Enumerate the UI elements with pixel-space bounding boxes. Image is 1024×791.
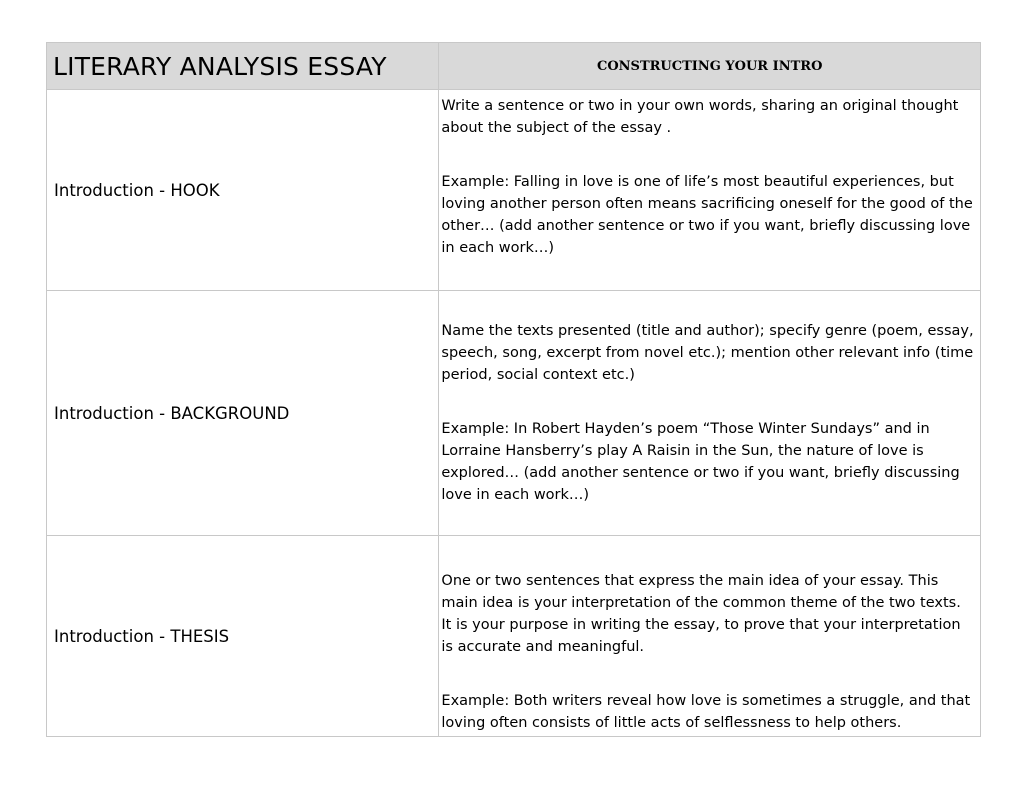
document-title: LITERARY ANALYSIS ESSAY xyxy=(47,43,439,90)
table-row-background xyxy=(47,291,981,536)
spacer xyxy=(441,139,974,171)
background-description: Name the texts presented (title and author); specify genre (poem, essay, speech, song, excerpt from novel etc.); mention other relevant info (time period, social context etc.) xyxy=(441,323,974,383)
spacer xyxy=(441,386,974,418)
row-label-hook: Introduction - HOOK xyxy=(47,90,439,291)
header-row xyxy=(47,43,981,90)
section-title: CONSTRUCTING YOUR INTRO xyxy=(439,43,981,90)
table-row-thesis xyxy=(47,536,981,737)
thesis-example: Example: Both writers reveal how love is sometimes a struggle, and that loving often consists of little acts of selflessness to help others. xyxy=(441,693,971,731)
row-label-thesis: Introduction - THESIS xyxy=(47,536,439,737)
intro-table xyxy=(46,42,981,737)
hook-description: Write a sentence or two in your own words, sharing an original thought about the subject of the essay . xyxy=(441,98,959,136)
row-content-hook xyxy=(439,90,981,291)
table-row-hook xyxy=(47,90,981,291)
background-example: Example: In Robert Hayden’s poem “Those Winter Sundays” and in Lorraine Hansberry’s play A Raisin in the Sun, the nature of love is explored… (add another sentence or two if you want, briefly discussing love in each work…) xyxy=(441,421,960,503)
spacer xyxy=(441,658,974,690)
hook-example: Example: Falling in love is one of life’s most beautiful experiences, but loving another person often means sacrificing oneself for the good of the other… (add another sentence or two if you want, briefly discussing love in each work…) xyxy=(441,174,973,256)
row-content-thesis xyxy=(439,536,981,737)
row-content-background xyxy=(439,291,981,536)
thesis-description: One or two sentences that express the main idea of your essay. This main idea is your interpretation of the common theme of the two texts. It is your purpose in writing the essay, to prove that your interpretation is accurate and meaningful. xyxy=(441,573,961,655)
row-label-background: Introduction - BACKGROUND xyxy=(47,291,439,536)
